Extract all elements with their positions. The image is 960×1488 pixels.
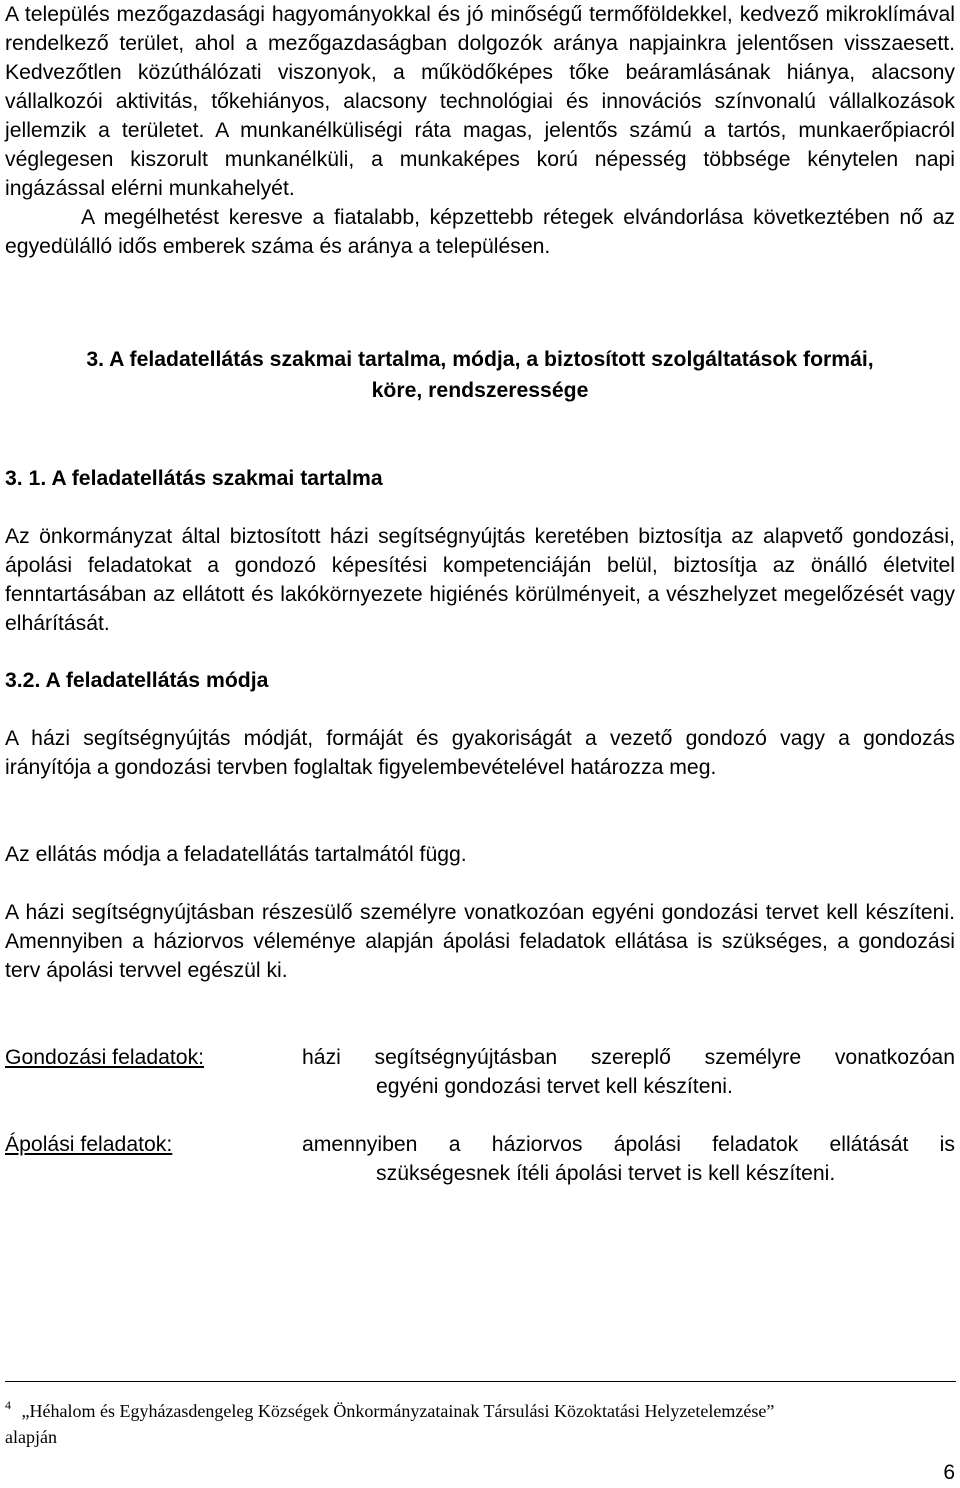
- section-3-2-paragraph-3: A házi segítségnyújtásban részesülő személyre vonatkozóan egyéni gondozási tervet kell készíteni. Amennyiben a háziorvos véleménye alapján ápolási feladatok ellátása is szükséges, a gondozási terv ápolási tervvel egészül ki.: [5, 901, 955, 982]
- section-3-2-body-3: [5, 898, 955, 985]
- section-3-2-heading: 3.2. A feladatellátás módja: [5, 669, 269, 692]
- intro-section: [5, 0, 955, 261]
- task-label: Gondozási feladatok:: [5, 1046, 205, 1069]
- section-3-2-paragraph-2: Az ellátás módja a feladatellátás tartalmától függ.: [5, 843, 467, 866]
- section-3-2-body-2: [5, 840, 955, 869]
- footnote-line-1: [5, 1392, 955, 1424]
- intro-paragraph-2: A megélhetést keresve a fiatalabb, képzettebb rétegek elvándorlása következtében nő az egyedülálló idős emberek száma és aránya a településen.: [5, 206, 955, 258]
- footnote-line-2: alapján: [5, 1427, 57, 1447]
- footnote-separator: [5, 1381, 956, 1382]
- section-3-2-paragraph-1: A házi segítségnyújtás módját, formáját és gyakoriságát a vezető gondozó vagy a gondozás irányítója a gondozási tervben foglaltak figyelembevételével határozza meg.: [5, 727, 955, 779]
- task-description-line-1: amennyiben a háziorvos ápolási feladatok ellátását is: [302, 1133, 955, 1156]
- section-3-heading-line-1: 3. A feladatellátás szakmai tartalma, módja, a biztosított szolgáltatások formái,: [86, 348, 874, 371]
- section-3-1-body: [5, 522, 955, 638]
- footnote-text: „Héhalom és Egyházasdengeleg Községek Önkormányzatainak Társulási Közoktatási Helyzetelemzése”: [17, 1401, 775, 1421]
- page-number: 6: [943, 1461, 955, 1484]
- intro-paragraph-1: A település mezőgazdasági hagyományokkal és jó minőségű termőföldekkel, kedvező mikroklímával rendelkező terület, ahol a mezőgazdaságban dolgozók aránya napjainkra jelentősen visszaesett. Kedvezőtlen közúthálózati viszonyok, a működőképes tőke beáramlásának hiánya, alacsony vállalkozói aktivitás, tőkehiányos, alacsony technológiai és innovációs színvonalú vállalkozások jellemzik a területet. A munkanélküliségi ráta magas, jelentős számú a tartós, munkaerőpiacról véglegesen kiszorult munkanélküli, a munkaképes korú népesség többsége kénytelen napi ingázással elérni munkahelyét.: [5, 3, 955, 200]
- task-description-line-1: házi segítségnyújtásban szereplő személyre vonatkozóan: [302, 1046, 955, 1069]
- footnote: [5, 1392, 955, 1450]
- task-description: [302, 1043, 955, 1101]
- task-description: [302, 1130, 955, 1188]
- footnote-marker: 4: [5, 1398, 11, 1412]
- section-3-1-heading: 3. 1. A feladatellátás szakmai tartalma: [5, 467, 383, 490]
- section-3-1-paragraph: Az önkormányzat által biztosított házi segítségnyújtás keretében biztosítja az alapvető gondozási, ápolási feladatokat a gondozó képesítési kompetenciáján belül, biztosítja az önálló életvitel fenntartásában az ellátott és lakókörnyezete higiénés körülményeit, a vészhelyzet megelőzését vagy elhárítását.: [5, 525, 955, 635]
- section-3-heading: [5, 344, 955, 406]
- task-description-line-2: egyéni gondozási tervet kell készíteni.: [376, 1075, 733, 1098]
- task-label: Ápolási feladatok:: [5, 1133, 173, 1156]
- task-description-line-2: szükségesnek ítéli ápolási tervet is kell készíteni.: [376, 1162, 836, 1185]
- section-3-heading-line-2: köre, rendszeressége: [371, 379, 589, 402]
- section-3-2-body-1: [5, 724, 955, 782]
